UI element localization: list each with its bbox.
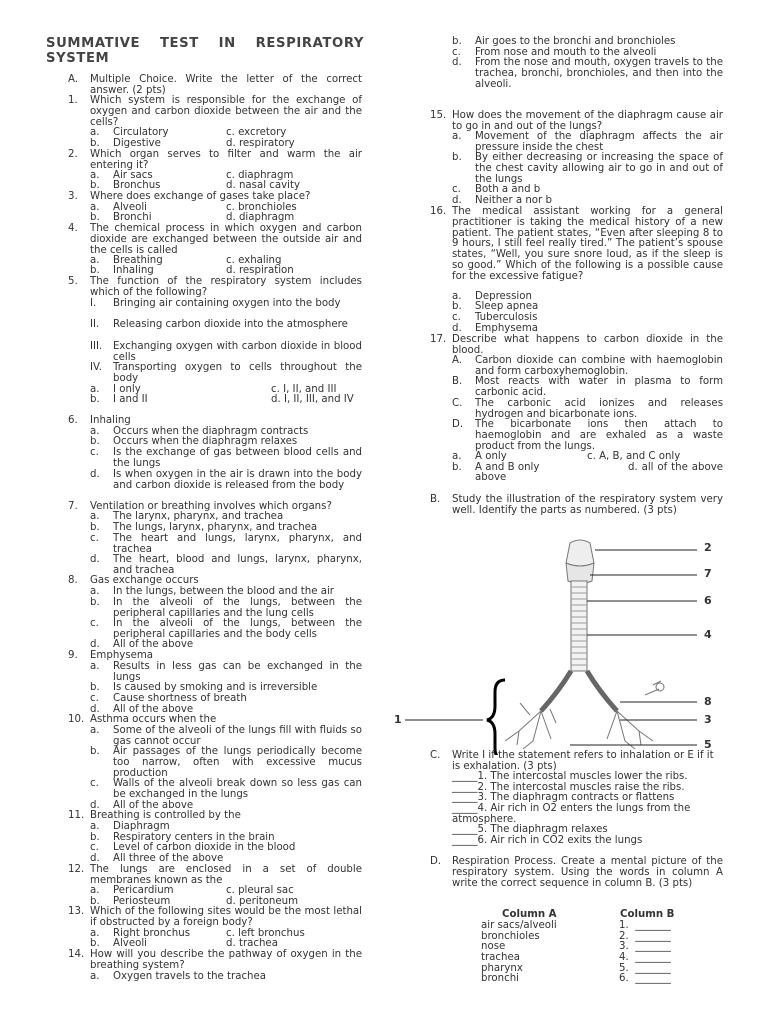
- q15-opt-b: By either decreasing or increasing the space of the chest cavity allowing air to go in and out of the lungs: [475, 152, 723, 185]
- q5-roman-iii: III.: [90, 341, 103, 352]
- q17-opt-a: A only: [475, 451, 507, 462]
- q10-opt-b-letter: b.: [90, 746, 100, 757]
- q6-opt-c: Is the exchange of gas between blood cells and the lungs: [113, 447, 362, 469]
- q12-opt-b-letter: b.: [90, 896, 100, 907]
- q6-text: Inhaling: [90, 415, 131, 426]
- q5-roman-ii: II.: [90, 319, 100, 330]
- column-b-blank-3[interactable]: 3. _______: [619, 941, 671, 952]
- q4-opt-a: Breathing: [113, 255, 163, 266]
- q17-opt-b-letter: b.: [452, 462, 462, 473]
- q3-opt-c: c. bronchioles: [226, 202, 297, 213]
- brace-shape: [487, 680, 505, 755]
- q5-opt-a: I only: [113, 384, 141, 395]
- leader-lines: [405, 550, 697, 745]
- column-a-word-3: nose: [481, 941, 506, 952]
- column-a-word-1: air sacs/alveoli: [481, 920, 557, 931]
- left-bronchioles: [505, 711, 551, 749]
- q17-item-d: The bicarbonate ions then attach to haemoglobin and are exhaled as a waste product from the lungs.: [475, 419, 723, 452]
- q17-item-d-letter: D.: [452, 419, 464, 430]
- right-bronchioles: [607, 681, 661, 749]
- q10-opt-b: Air passages of the lungs periodically become too narrow, often with excessive mucus production: [113, 746, 362, 779]
- column-a-word-2: bronchioles: [481, 931, 540, 942]
- q5-opt-b: I and II: [113, 394, 148, 405]
- q12-opt-a: Pericardium: [113, 885, 174, 896]
- q8-opt-a-letter: a.: [90, 586, 100, 597]
- q7-opt-b: The lungs, larynx, pharynx, and trachea: [113, 522, 318, 533]
- column-a-word-4: trachea: [481, 952, 520, 963]
- q9-opt-b-letter: b.: [90, 682, 100, 693]
- q7-opt-a-letter: a.: [90, 511, 100, 522]
- q15-opt-b-letter: b.: [452, 152, 462, 163]
- q7-opt-c: The heart and lungs, larynx, pharynx, and trachea: [113, 533, 362, 555]
- q13-opt-a-letter: a.: [90, 928, 100, 939]
- q17-item-a-letter: A.: [452, 355, 463, 366]
- q14-text: How will you describe the pathway of oxygen in the breathing system?: [90, 949, 362, 971]
- q4-opt-b-letter: b.: [90, 265, 100, 276]
- diagram-label-4: 4: [704, 628, 712, 641]
- q17-item-c-letter: C.: [452, 398, 463, 409]
- q8-opt-b: In the alveoli of the lungs, between the peripheral capillaries and the lung cells: [113, 597, 362, 619]
- q13-number: 13.: [68, 906, 85, 917]
- q6-opt-b-letter: b.: [90, 436, 100, 447]
- q8-number: 8.: [68, 575, 78, 586]
- q5-item-ii: Releasing carbon dioxide into the atmosphere: [113, 319, 348, 330]
- q16-opt-b-letter: b.: [452, 301, 462, 312]
- q2-opt-c: c. diaphragm: [226, 170, 294, 181]
- q15-opt-d: Neither a nor b: [475, 195, 552, 206]
- section-b-letter: B.: [430, 494, 441, 505]
- q2-opt-b-letter: b.: [90, 180, 100, 191]
- q16-text: The medical assistant working for a general practitioner is taking the medical history of a new patient. The patient states, “Even after sleeping 8 to 9 hours, I still feel really tired.” The patient’s spouse states, “Well, you sure snore loud, as if the sleep is so good.” Which of the following is a possible cause for the excessive fatigue?: [452, 206, 723, 282]
- q3-text: Where does exchange of gases take place?: [90, 191, 311, 202]
- q11-opt-c: Level of carbon dioxide in the blood: [113, 842, 296, 853]
- q12-opt-b: Periosteum: [113, 896, 171, 907]
- q7-opt-c-letter: c.: [90, 533, 99, 544]
- column-b-blank-4[interactable]: 4. _______: [619, 952, 671, 963]
- larynx-shape: [566, 540, 594, 566]
- diagram-label-2: 2: [704, 541, 712, 554]
- respiratory-diagram: [370, 535, 750, 755]
- q12-number: 12.: [68, 864, 85, 875]
- diagram-label-3: 3: [704, 713, 712, 726]
- q9-opt-d: All of the above: [113, 704, 194, 715]
- q6-opt-a: Occurs when the diaphragm contracts: [113, 426, 309, 437]
- q2-opt-a-letter: a.: [90, 170, 100, 181]
- q2-opt-a: Air sacs: [113, 170, 153, 181]
- q17-opt-a-letter: a.: [452, 451, 462, 462]
- diagram-label-5: 5: [704, 738, 712, 751]
- bronchi-shape: [541, 671, 617, 711]
- q4-opt-a-letter: a.: [90, 255, 100, 266]
- q13-text: Which of the following sites would be the most lethal if obstructed by a foreign body?: [90, 906, 362, 928]
- q17-item-a: Carbon dioxide can combine with haemoglobin and form carboxyhemoglobin.: [475, 355, 723, 377]
- column-a-header: Column A: [502, 909, 557, 920]
- q9-opt-a-letter: a.: [90, 661, 100, 672]
- q8-opt-b-letter: b.: [90, 597, 100, 608]
- q5-item-i: Bringing air containing oxygen into the body: [113, 298, 341, 309]
- section-c-item-6: _____6. Air rich in CO2 exits the lungs: [452, 835, 643, 846]
- q9-opt-c-letter: c.: [90, 693, 99, 704]
- q15-opt-d-letter: d.: [452, 195, 462, 206]
- q5-number: 5.: [68, 276, 78, 287]
- column-b-blank-5[interactable]: 5. _______: [619, 963, 671, 974]
- q14-opt-a-letter: a.: [90, 971, 100, 982]
- q4-opt-c: c. exhaling: [226, 255, 282, 266]
- q8-opt-d: All of the above: [113, 639, 194, 650]
- q1-text: Which system is responsible for the exchange of oxygen and carbon dioxide between the air and the cells?: [90, 95, 362, 128]
- q13-opt-a: Right bronchus: [113, 928, 191, 939]
- q9-text: Emphysema: [90, 650, 154, 661]
- q15-opt-a-letter: a.: [452, 131, 462, 142]
- q15-number: 15.: [430, 110, 447, 121]
- q16-opt-a: Depression: [475, 291, 532, 302]
- q5-opt-c: c. I, II, and III: [271, 384, 337, 395]
- q11-opt-b: Respiratory centers in the brain: [113, 832, 275, 843]
- q17-opt-d-text: d. all of the above: [628, 462, 723, 473]
- q11-opt-a: Diaphragm: [113, 821, 170, 832]
- q7-text: Ventilation or breathing involves which organs?: [90, 501, 332, 512]
- q7-opt-d: The heart, blood and lungs, larynx, pharynx, and trachea: [113, 554, 362, 576]
- q1-opt-a: Circulatory: [113, 127, 169, 138]
- section-a-instructions: Multiple Choice. Write the letter of the correct answer. (2 pts): [90, 74, 362, 96]
- q8-opt-a: In the lungs, between the blood and the air: [113, 586, 334, 597]
- q6-opt-c-letter: c.: [90, 447, 99, 458]
- q3-opt-b: Bronchi: [113, 212, 152, 223]
- section-a-letter: A.: [68, 74, 79, 85]
- q13-opt-b-letter: b.: [90, 938, 100, 949]
- q1-opt-b-letter: b.: [90, 138, 100, 149]
- q2-text: Which organ serves to filter and warm the air entering it?: [90, 149, 362, 171]
- diagram-label-8: 8: [704, 695, 712, 708]
- q4-opt-d: d. respiration: [226, 265, 294, 276]
- q3-opt-d: d. diaphragm: [226, 212, 295, 223]
- column-a-word-5: pharynx: [481, 963, 523, 974]
- q17-number: 17.: [430, 334, 447, 345]
- q15-text: How does the movement of the diaphragm cause air to go in and out of the lungs?: [452, 110, 723, 132]
- q17-opt-d: [628, 463, 723, 474]
- q8-opt-d-letter: d.: [90, 639, 100, 650]
- q17-item-b-letter: B.: [452, 376, 463, 387]
- q15-opt-a: Movement of the diaphragm affects the air pressure inside the chest: [475, 131, 723, 153]
- q5-opt-d-text: d. I, II, III, and IV: [271, 394, 354, 405]
- q17-item-c: The carbonic acid ionizes and releases hydrogen and bicarbonate ions.: [475, 398, 723, 420]
- column-b-blank-1[interactable]: 1. _______: [619, 920, 671, 931]
- diagram-label-1: 1: [394, 713, 402, 726]
- q16-opt-a-letter: a.: [452, 291, 462, 302]
- q4-text: The chemical process in which oxygen and carbon dioxide are exchanged between the outside air and the cells is called: [90, 223, 362, 256]
- section-c-item-1: _____1. The intercostal muscles lower the ribs.: [452, 771, 688, 782]
- q11-text: Breathing is controlled by the: [90, 810, 241, 821]
- upper-bronchioles: [520, 703, 556, 723]
- q7-opt-a: The larynx, pharynx, and trachea: [113, 511, 284, 522]
- q9-opt-b: Is caused by smoking and is irreversible: [113, 682, 318, 693]
- q14-opt-b-letter: b.: [452, 36, 462, 47]
- section-d-letter: D.: [430, 856, 442, 867]
- q10-number: 10.: [68, 714, 85, 725]
- q8-opt-c-letter: c.: [90, 618, 99, 629]
- q10-opt-c: Walls of the alveoli break down so less gas can be exchanged in the lungs: [113, 778, 362, 800]
- q12-text: The lungs are enclosed in a set of double membranes known as the: [90, 864, 362, 886]
- q3-opt-a: Alveoli: [113, 202, 147, 213]
- q4-opt-b: Inhaling: [113, 265, 154, 276]
- section-c-instructions: Write I if the statement refers to inhalation or E if it is exhalation. (3 pts): [452, 750, 714, 772]
- q6-opt-a-letter: a.: [90, 426, 100, 437]
- q9-opt-c: Cause shortness of breath: [113, 693, 247, 704]
- diagram-label-7: 7: [704, 567, 712, 580]
- q12-opt-d: d. peritoneum: [226, 896, 299, 907]
- q11-number: 11.: [68, 810, 85, 821]
- q11-opt-a-letter: a.: [90, 821, 100, 832]
- q6-number: 6.: [68, 415, 78, 426]
- section-c-item-5: _____5. The diaphragm relaxes: [452, 824, 608, 835]
- q3-opt-b-letter: b.: [90, 212, 100, 223]
- q2-opt-b: Bronchus: [113, 180, 161, 191]
- q1-opt-a-letter: a.: [90, 127, 100, 138]
- q14-opt-c-letter: c.: [452, 47, 461, 58]
- q13-opt-c: c. left bronchus: [226, 928, 305, 939]
- q14-opt-c: From nose and mouth to the alveoli: [475, 47, 657, 58]
- q7-opt-b-letter: b.: [90, 522, 100, 533]
- q5-roman-iv: IV.: [90, 362, 102, 373]
- section-b-instructions: Study the illustration of the respiratory system very well. Identify the parts as numbered. (3 pts): [452, 494, 723, 516]
- section-c-item-2: _____2. The intercostal muscles raise the ribs.: [452, 782, 685, 793]
- q17-text: Describe what happens to carbon dioxide in the blood.: [452, 334, 723, 356]
- q10-opt-a: Some of the alveoli of the lungs fill with fluids so gas cannot occur: [113, 725, 362, 747]
- q6-opt-d-letter: d.: [90, 469, 100, 480]
- q3-opt-a-letter: a.: [90, 202, 100, 213]
- q9-opt-d-letter: d.: [90, 704, 100, 715]
- q2-opt-d: d. nasal cavity: [226, 180, 300, 191]
- q8-text: Gas exchange occurs: [90, 575, 199, 586]
- q16-number: 16.: [430, 206, 447, 217]
- q6-opt-d: Is when oxygen in the air is drawn into the body and carbon dioxide is released from the body: [113, 469, 362, 491]
- q7-number: 7.: [68, 501, 78, 512]
- q1-number: 1.: [68, 95, 78, 106]
- q5-opt-b-letter: b.: [90, 394, 100, 405]
- q12-opt-a-letter: a.: [90, 885, 100, 896]
- q16-opt-d-letter: d.: [452, 323, 462, 334]
- q15-opt-c: Both a and b: [475, 184, 541, 195]
- q10-opt-d-letter: d.: [90, 800, 100, 811]
- q10-text: Asthma occurs when the: [90, 714, 217, 725]
- q1-opt-b: Digestive: [113, 138, 161, 149]
- section-c-item-3: _____3. The diaphragm contracts or flattens: [452, 792, 675, 803]
- q9-opt-a: Results in less gas can be exchanged in the lungs: [113, 661, 362, 683]
- alveoli-cluster: [656, 683, 664, 691]
- q12-opt-c: c. pleural sac: [226, 885, 294, 896]
- q3-number: 3.: [68, 191, 78, 202]
- section-d-instructions: Respiration Process. Create a mental picture of the respiratory system. Using the words in column A write the correct sequence in column B. (3 pts): [452, 856, 723, 889]
- section-c-item-4: _____4. Air rich in O2 enters the lungs from the atmosphere.: [452, 803, 691, 825]
- q14-opt-d: From the nose and mouth, oxygen travels to the trachea, bronchi, bronchioles, and then into the alveoli.: [475, 57, 723, 90]
- q11-opt-d-letter: d.: [90, 853, 100, 864]
- q5-roman-i: I.: [90, 298, 97, 309]
- q15-opt-c-letter: c.: [452, 184, 461, 195]
- q17-opt-b-cont: above: [475, 472, 507, 483]
- trachea-shape: [571, 581, 587, 671]
- q11-opt-c-letter: c.: [90, 842, 99, 853]
- q2-number: 2.: [68, 149, 78, 160]
- page-title: SUMMATIVE TEST IN RESPIRATORY SYSTEM: [46, 36, 364, 66]
- q13-opt-d: d. trachea: [226, 938, 278, 949]
- q14-opt-d-letter: d.: [452, 57, 462, 68]
- q5-item-iii: Exchanging oxygen with carbon dioxide in blood cells: [113, 341, 362, 363]
- q10-opt-d: All of the above: [113, 800, 194, 811]
- column-b-header: Column B: [620, 909, 675, 920]
- q17-opt-c: c. A, B, and C only: [587, 451, 681, 462]
- diagram-label-6: 6: [704, 594, 712, 607]
- thyroid-shape: [566, 563, 594, 584]
- q11-opt-b-letter: b.: [90, 832, 100, 843]
- q6-opt-b: Occurs when the diaphragm relaxes: [113, 436, 298, 447]
- q9-number: 9.: [68, 650, 78, 661]
- q14-opt-b: Air goes to the bronchi and bronchioles: [475, 36, 676, 47]
- column-a-word-6: bronchi: [481, 973, 520, 984]
- q5-item-iv: Transporting oxygen to cells throughout the body: [113, 362, 362, 384]
- q1-opt-c: c. excretory: [226, 127, 287, 138]
- column-b-blank-6[interactable]: 6. _______: [619, 973, 671, 984]
- q5-opt-d: [271, 395, 362, 406]
- q17-opt-b: A and B only: [475, 462, 540, 473]
- q11-opt-d: All three of the above: [113, 853, 224, 864]
- q14-number: 14.: [68, 949, 85, 960]
- q4-number: 4.: [68, 223, 78, 234]
- q10-opt-c-letter: c.: [90, 778, 99, 789]
- q7-opt-d-letter: d.: [90, 554, 100, 565]
- q13-opt-b: Alveoli: [113, 938, 147, 949]
- q8-opt-c: In the alveoli of the lungs, between the peripheral capillaries and the body cells: [113, 618, 362, 640]
- q5-text: The function of the respiratory system includes which of the following?: [90, 276, 362, 298]
- q16-opt-c: Tuberculosis: [475, 312, 538, 323]
- q1-opt-d: d. respiratory: [226, 138, 295, 149]
- q10-opt-a-letter: a.: [90, 725, 100, 736]
- section-c-letter: C.: [430, 750, 441, 761]
- q14-opt-a: Oxygen travels to the trachea: [113, 971, 267, 982]
- q16-opt-c-letter: c.: [452, 312, 461, 323]
- q5-opt-a-letter: a.: [90, 384, 100, 395]
- q17-item-b: Most reacts with water in plasma to form carbonic acid.: [475, 376, 723, 398]
- q16-opt-d: Emphysema: [475, 323, 539, 334]
- column-b-blank-2[interactable]: 2. _______: [619, 931, 671, 942]
- q16-opt-b: Sleep apnea: [475, 301, 539, 312]
